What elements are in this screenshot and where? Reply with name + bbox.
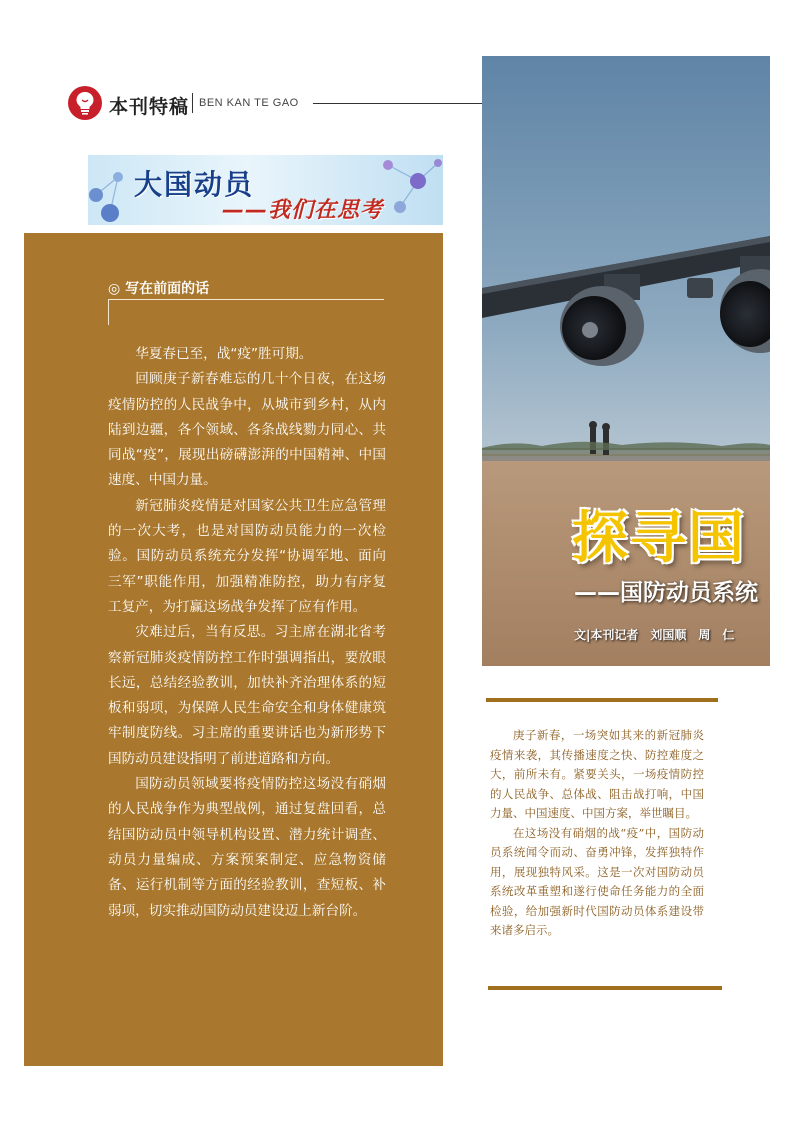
cover-photo	[482, 56, 770, 666]
summary-rule-bottom	[488, 986, 722, 990]
feature-subtitle: ——国防动员系统	[574, 580, 758, 606]
intro-rule-vertical	[108, 299, 109, 325]
intro-paragraph: 新冠肺炎疫情是对国家公共卫生应急管理的一次大考，也是对国防动员能力的一次检验。国防动员系统充分发挥“协调军地、面向三军”职能作用，加强精准防控，助力有序复工复产，为打赢这场战争发挥了应有作用。	[108, 497, 386, 615]
feature-byline: 文|本刊记者 刘国顺 周 仁	[574, 628, 735, 642]
intro-paragraph: 回顾庚子新春难忘的几十个日夜，在这场疫情防控的人民战争中，从城市到乡村，从内陆到边疆，各个领域、各条战线勠力同心、共同战“疫”，展现出磅礴澎湃的中国精神、中国速度、中国力量。	[108, 371, 386, 489]
intro-paragraph: 国防动员领域要将疫情防控这场没有硝烟的人民战争作为典型战例，通过复盘回看，总结国防动员中领导机构设置、潜力统计调查、动员力量编成、方案预案制定、应急物资储备、运行机制等方面的经验教训，查短板、补弱项，切实推动国防动员建设迈上新台阶。	[108, 776, 386, 919]
series-banner	[88, 155, 443, 225]
intro-paragraph: 灾难过后，当有反思。习主席在湖北省考察新冠肺炎疫情防控工作时强调指出，要放眼长远，总结经验教训，加快补齐治理体系的短板和弱项，为保障人民生命安全和身体健康筑牢制度防线。习主席的重要讲话也为新形势下国防动员建设指明了前进道路和方向。	[108, 624, 386, 767]
intro-body	[108, 342, 386, 924]
intro-panel	[24, 233, 443, 1066]
banner-subtitle: ——我们在思考	[222, 198, 384, 223]
summary-text	[490, 726, 704, 941]
header-rule	[313, 103, 485, 104]
summary-paragraph: 在这场没有硝烟的战“疫”中，国防动员系统闻令而动、奋勇冲锋，发挥独特作用，展现独特风采。这是一次对国防动员系统改革重塑和遂行使命任务能力的全面检验，给加强新时代国防动员体系建设带来诸多启示。	[490, 825, 704, 937]
summary-paragraph: 庚子新春，一场突如其来的新冠肺炎疫情来袭，其传播速度之快、防控难度之大，前所未有。紧要关头，一场疫情防控的人民战争、总体战、阻击战打响，中国力量、中国速度、中国方案，举世瞩目。	[490, 728, 704, 820]
intro-paragraph: 华夏春已至，战“疫”胜可期。	[135, 346, 313, 362]
intro-rule	[108, 299, 384, 300]
banner-title: 大国动员	[134, 168, 255, 201]
lightbulb-icon	[68, 86, 102, 120]
summary-rule-top	[486, 698, 718, 702]
column-header	[68, 86, 488, 122]
column-subtitle: BEN KAN TE GAO	[199, 97, 299, 109]
column-title: 本刊特稿	[109, 96, 190, 118]
header-divider	[192, 93, 193, 113]
intro-heading: ◎ 写在前面的话	[108, 281, 210, 297]
feature-title: 探寻国	[572, 506, 746, 571]
